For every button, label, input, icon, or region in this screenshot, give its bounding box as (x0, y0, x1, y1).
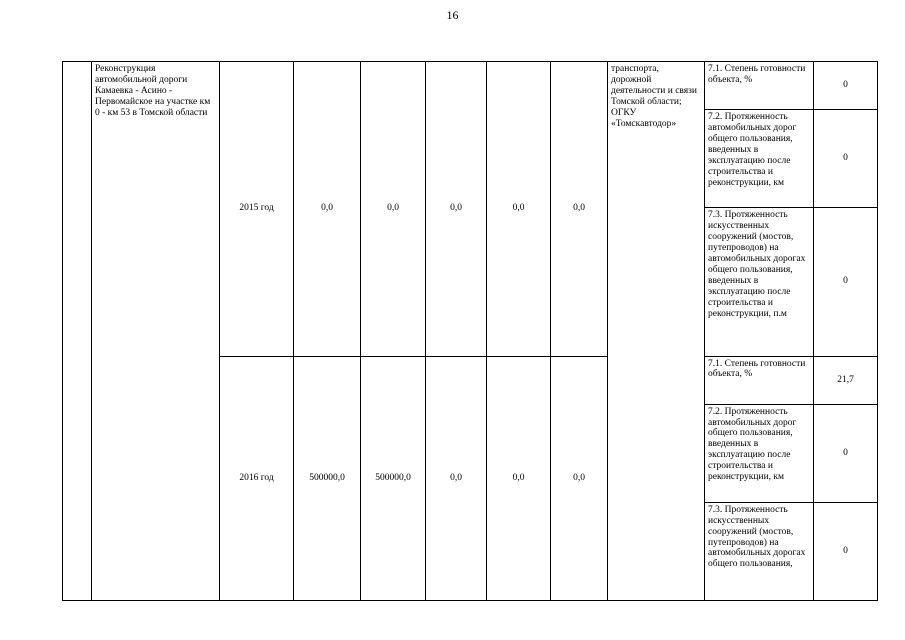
object-name-cell: Реконструкция автомобильной дороги Камаевка - Асино - Первомайское на участке км 0 - км 53 в Томской области (92, 62, 220, 601)
executor-cell: транспорта, дорожной деятельности и связи Томской области; ОГКУ «Томскавтодор» (608, 62, 705, 601)
indicator-name-cell: 7.2. Протяженность автомобильных дорог общего пользования, введенных в эксплуатацию после строительства и реконструкции, км (705, 110, 814, 208)
value-cell: 0,0 (487, 62, 551, 357)
year-cell: 2015 год (220, 62, 294, 357)
value-cell: 0,0 (426, 356, 487, 600)
year-cell: 2016 год (220, 356, 294, 600)
indicator-name-cell: 7.1. Степень готовности объекта, % (705, 356, 814, 404)
indicator-name-cell: 7.3. Протяженность искусственных сооружений (мостов, путепроводов) на автомобильных дорогах общего пользования, введенных в эксплуатацию после строительства и реконструкции, п.м (705, 208, 814, 356)
value-cell: 0,0 (361, 62, 426, 357)
value-cell: 500000,0 (361, 356, 426, 600)
value-cell: 0,0 (551, 62, 608, 357)
value-cell: 0,0 (426, 62, 487, 357)
indicator-name-cell: 7.2. Протяженность автомобильных дорог общего пользования, введенных в эксплуатацию после строительства и реконструкции, км (705, 404, 814, 502)
value-cell: 0,0 (551, 356, 608, 600)
indicator-value-cell: 21,7 (814, 356, 878, 404)
program-table (62, 61, 878, 601)
page-number: 16 (446, 8, 459, 22)
value-cell: 500000,0 (294, 356, 361, 600)
indicator-value-cell: 0 (814, 208, 878, 356)
row-number-cell (63, 62, 92, 601)
indicator-value-cell: 0 (814, 110, 878, 208)
indicator-value-cell: 0 (814, 502, 878, 600)
indicator-value-cell: 0 (814, 404, 878, 502)
value-cell: 0,0 (487, 356, 551, 600)
value-cell: 0,0 (294, 62, 361, 357)
table-row (63, 62, 878, 110)
indicator-name-cell: 7.3. Протяженность искусственных сооружений (мостов, путепроводов) на автомобильных дорогах общего пользования, (705, 502, 814, 600)
indicator-name-cell: 7.1. Степень готовности объекта, % (705, 62, 814, 110)
indicator-value-cell: 0 (814, 62, 878, 110)
